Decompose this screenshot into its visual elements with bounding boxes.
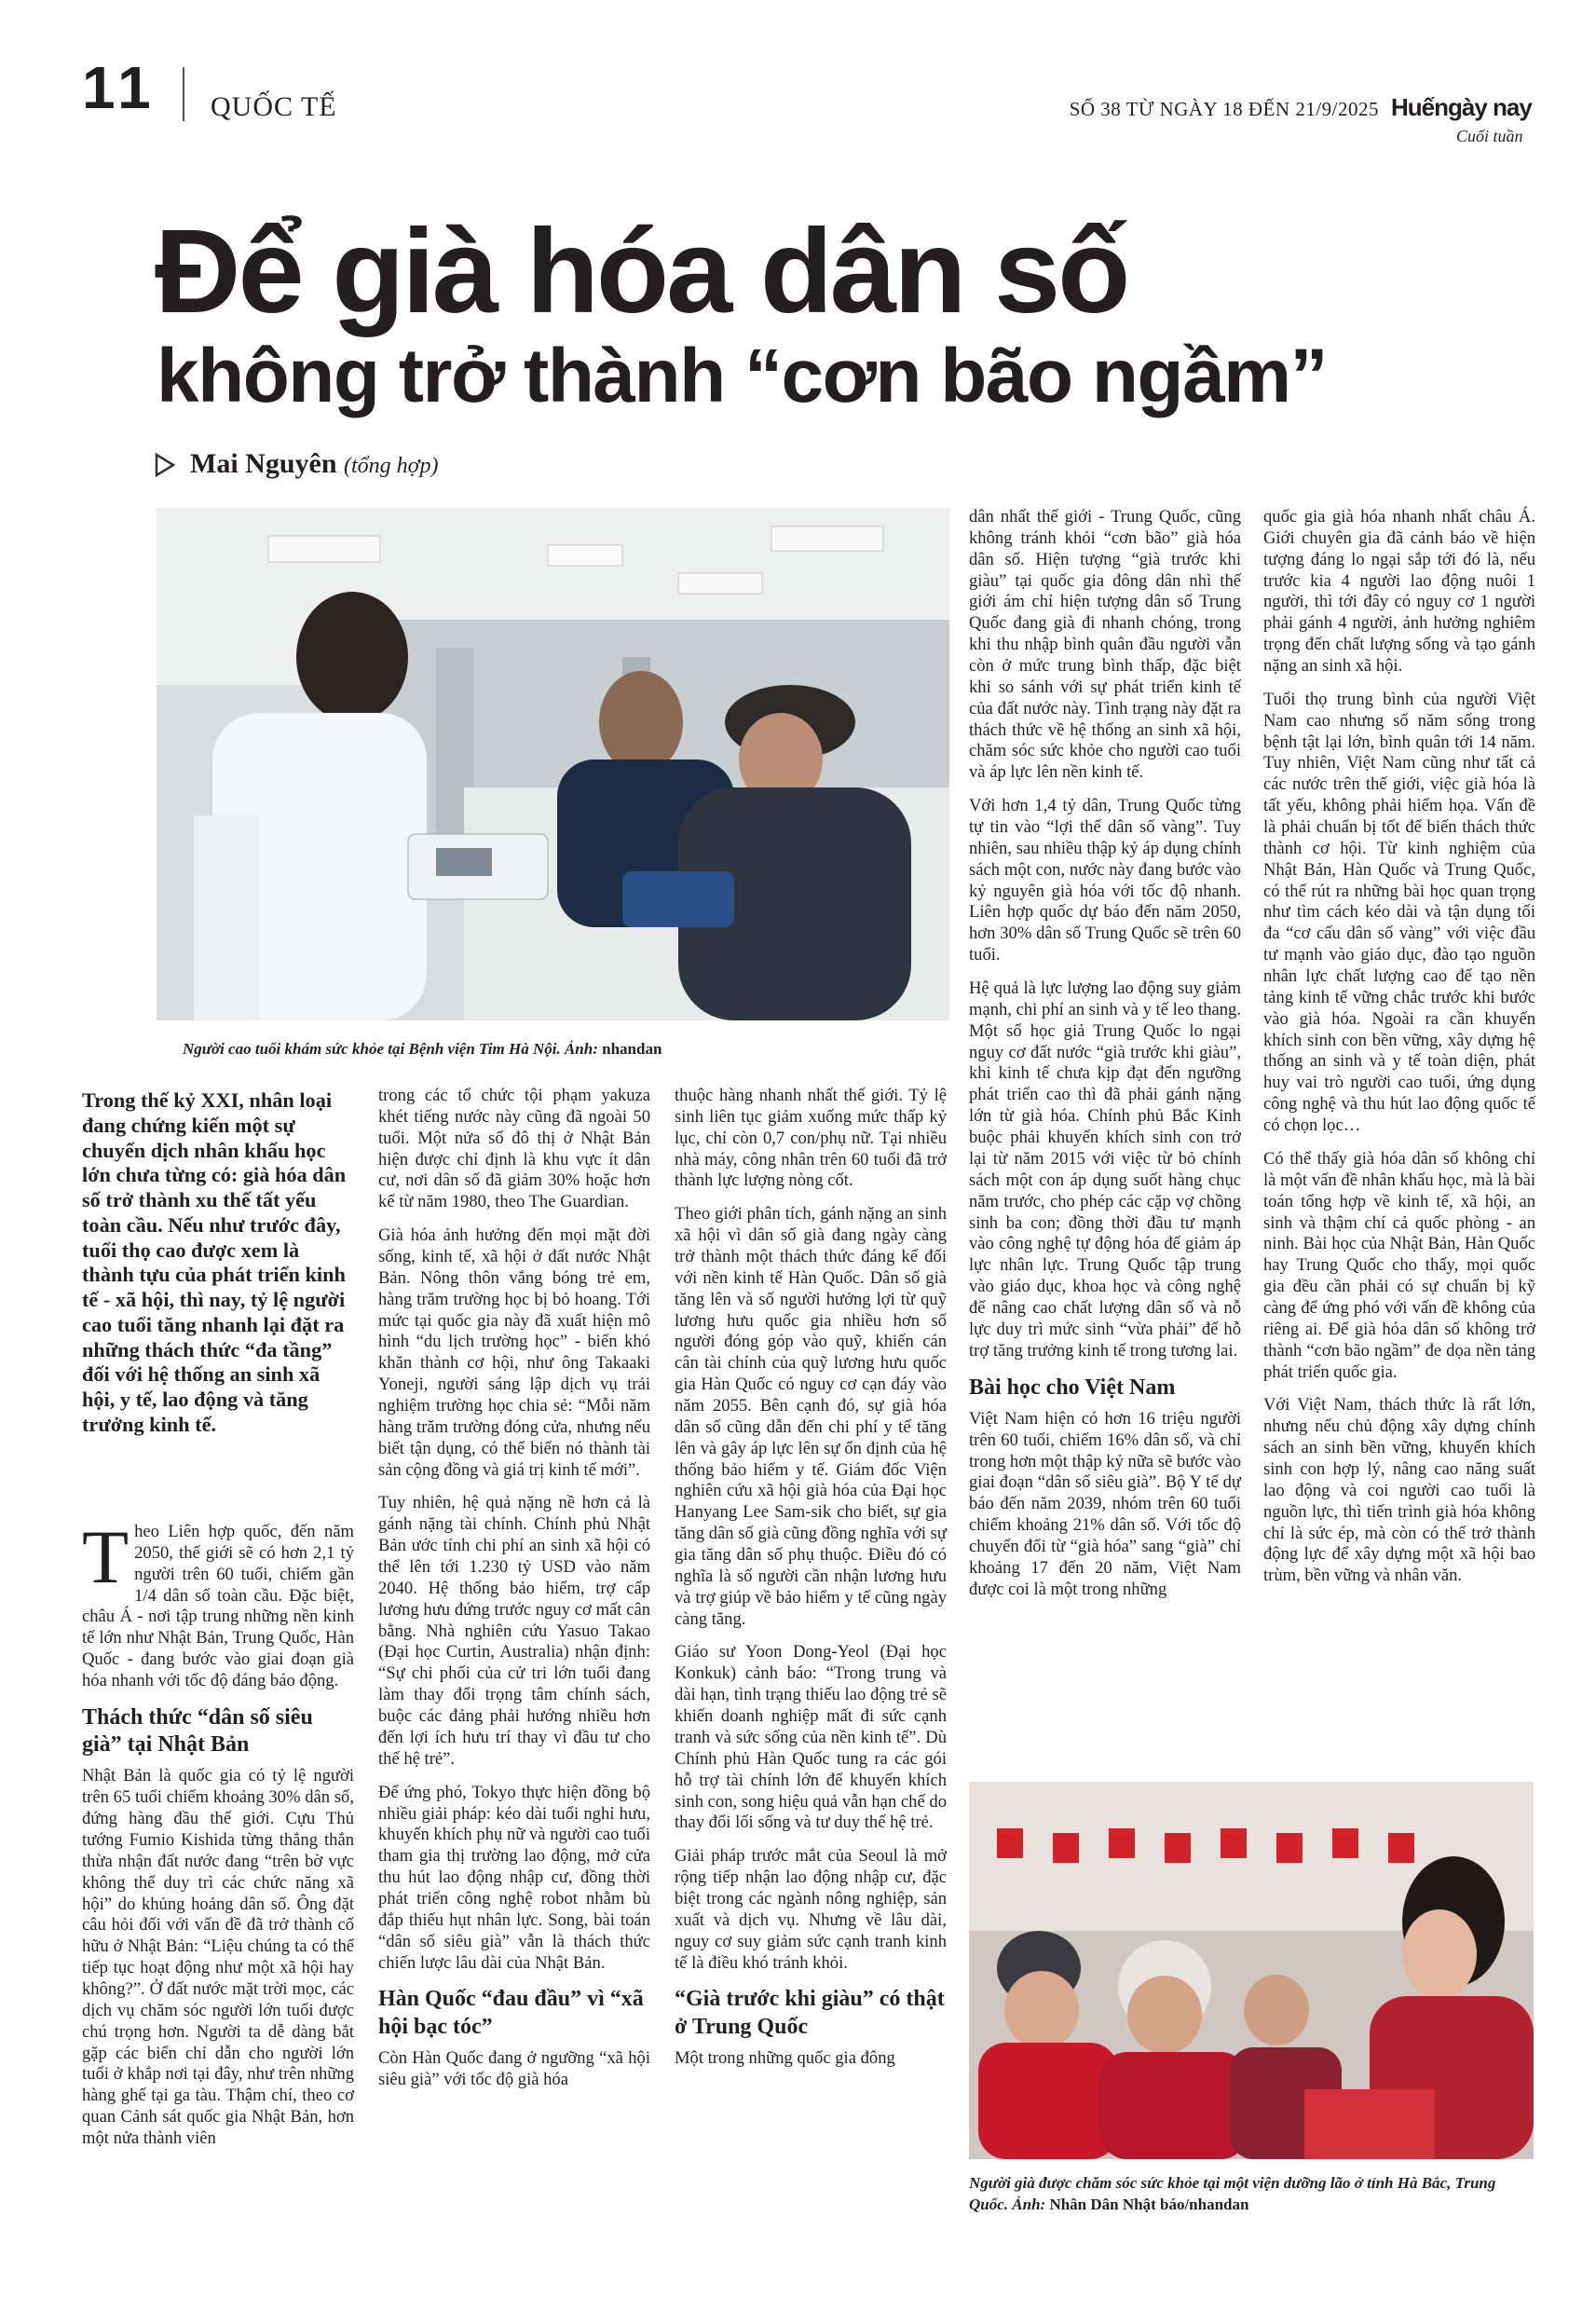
paragraph: thuộc hàng nhanh nhất thế giới. Tỷ lệ sinh liên tục giảm xuống mức thấp kỷ lục, chỉ còn 0,7 con/phụ nữ. Tại nhiều nhà máy, công nhân trên 60 tuổi đã trở thành lực lượng nòng cốt.: [675, 1086, 947, 1191]
logo-sub: Cuối tuần: [1456, 127, 1523, 145]
paragraph: Giải pháp trước mắt của Seoul là mở rộng tiếp nhận lao động nhập cư, đặc biệt trong các ngành nông nghiệp, sản xuất và dịch vụ. Nhưng về lâu dài, nguy cơ suy giảm sức cạnh tranh kinh tế là điều khó tránh khỏi.: [675, 1846, 947, 1973]
text-column-2: [378, 1086, 650, 2103]
paragraph: trong các tổ chức tội phạm yakuza khét tiếng nước này cũng đã ngoài 50 tuổi. Một nửa số đô thị ở Nhật Bản hiện được chỉ định là khu vực ít dân cư, nơi dân số đã giảm 30% hoặc hơn kể từ năm 1980, theo The Guardian.: [378, 1086, 650, 1212]
paragraph: Theo giới phân tích, gánh nặng an sinh xã hội vì dân số già đang ngày càng trở thành một thách thức đáng kể đối với nền kinh tế Hàn Quốc. Dân số già tăng lên và số người hưởng lợi từ quỹ lương hưu quốc gia nhiều hơn số người đóng góp vào quỹ, khiến cán cân tài chính của quỹ lương hưu quốc gia Hàn Quốc có nguy cơ cạn đáy vào năm 2055. Bên cạnh đó, sự già hóa dân số cũng dẫn đến chi phí y tế tăng lên và gây áp lực lên sự ổn định của hệ thống bảo hiểm y tế. Giám đốc Viện nghiên cứu xã hội già hóa của Đại học Hanyang Lee Sam-sik cho biết, sự gia tăng dân số già cũng đồng nghĩa với sự gia tăng dân số phụ thuộc. Điều đó có nghĩa là số người cần nhận lương hưu và trợ giúp về bảo hiểm y tế cũng ngày càng tăng.: [675, 1204, 947, 1629]
photo2-credit: Nhân Dân Nhật báo/nhandan: [1049, 2195, 1249, 2213]
photo1-caption-text: Người cao tuổi khám sức khỏe tại Bệnh viện Tim Hà Nội. Ảnh:: [183, 1040, 598, 1058]
paragraph: Việt Nam hiện có hơn 16 triệu người trên 60 tuổi, chiếm 16% dân số, và chỉ trong hơn một thập kỷ nữa sẽ bước vào giai đoạn “dân số siêu già”. Bộ Y tế dự báo đến năm 2039, nhóm trên 60 tuổi chiếm khoảng 21% dân số. Với tốc độ chuyển đổi từ “già hóa” sang “già” chỉ khoảng 17 đến 20 năm, Việt Nam được coi là một trong những: [969, 1408, 1241, 1599]
hospital-photo-illustration: [157, 508, 949, 1020]
text-column-5: [1263, 507, 1535, 1599]
paragraph: Để ứng phó, Tokyo thực hiện đồng bộ nhiều giải pháp: kéo dài tuổi nghỉ hưu, khuyến khích phụ nữ và người cao tuổi tham gia thị trường lao động, mở cửa thu hút lao động nhập cư, đồng thời phát triển công nghệ robot nhằm bù đắp thiếu hụt nhân lực. Song, bài toán “dân số siêu già” vẫn là thách thức chiến lược lâu dài của Nhật Bản.: [378, 1782, 650, 1973]
newspaper-logo: [1391, 93, 1540, 158]
paragraph: Một trong những quốc gia đông: [675, 2047, 895, 2068]
headline-line-2: không trở thành “cơn bão ngầm”: [157, 334, 1328, 418]
photo2-caption: [969, 2173, 1534, 2216]
page-number: 11: [82, 54, 157, 121]
nursing-home-photo-illustration: [969, 1782, 1534, 2159]
text-column-1: [82, 1514, 354, 2162]
drop-cap: T: [82, 1514, 130, 1599]
paragraph: Nhật Bản là quốc gia có tỷ lệ người trên 65 tuổi chiếm khoảng 30% dân số, đứng hàng đầu thế giới. Cựu Thủ tướng Fumio Kishida từng thẳng thắn thừa nhận đất nước đang “trên bờ vực không thể duy trì các chức năng xã hội” do khủng hoảng dân số. Ông đặt câu hỏi đối với vấn đề đã trở thành cố hữu ở Nhật Bản: “Liệu chúng ta có thể tiếp tục hoạt động như một xã hội hay không?”. Ở đất nước mặt trời mọc, các dịch vụ chăm sóc người lớn tuổi được chú trọng hơn. Người ta dễ dàng bắt gặp các biển chỉ dẫn cho người lớn tuổi ở khắp nơi tại đây, như trên những hàng ghế tại ga tàu. Thậm chí, theo cơ quan Cảnh sát quốc gia Nhật Bản, hơn một nửa thành viên: [82, 1766, 354, 2149]
article-lead: Trong thế kỷ XXI, nhân loại đang chứng kiến một sự chuyển dịch nhân khẩu học lớn chưa từng có: già hóa dân số trở thành xu thế tất yếu toàn cầu. Nếu như trước đây, tuổi thọ cao được xem là thành tựu của phát triển kinh tế - xã hội, thì nay, tỷ lệ người cao tuổi tăng nhanh lại đặt ra những thách thức “đa tầng” đối với hệ thống an sinh xã hội, y tế, lao động và tăng trưởng kinh tế.: [82, 1088, 347, 1436]
paragraph: Còn Hàn Quốc đang ở ngưỡng “xã hội siêu già” với tốc độ già hóa: [378, 2047, 650, 2089]
section-label: QUỐC TẾ: [211, 91, 337, 122]
issue-info: SỐ 38 TỪ NGÀY 18 ĐẾN 21/9/2025: [1069, 98, 1379, 120]
paragraph: Giáo sư Yoon Dong-Yeol (Đại học Konkuk) cảnh báo: “Trong trung và dài hạn, tình trạng thiếu lao động trẻ sẽ khiến doanh nghiệp mất đi sức cạnh tranh và sức sống của nền kinh tế”. Dù Chính phủ Hàn Quốc tung ra các gói hỗ trợ tài chính lớn để khuyến khích sinh con, song hiệu quả vẫn hạn chế do thay đổi lối sống và tư duy thế hệ trẻ.: [675, 1642, 947, 1833]
subheading-japan: Thách thức “dân số siêu già” tại Nhật Bản: [82, 1704, 313, 1758]
text-column-3: [675, 1086, 947, 2082]
header-separator: [183, 67, 184, 121]
play-triangle-icon: [155, 453, 175, 477]
paragraph: dân nhất thế giới - Trung Quốc, cũng không tránh khỏi “cơn bão” già hóa dân số. Hiện tượng “già trước khi giàu” tại quốc gia đông dân nhì thế giới ám chỉ hiện tượng dân số Trung Quốc đang già đi nhanh chóng, trong khi thu nhập bình quân đầu người vẫn còn ở mức trung bình thấp, đặc biệt khi so sánh với sự phát triển kinh tế của đất nước này. Tình trạng này đặt ra thách thức về hệ thống an sinh xã hội, chăm sóc sức khỏe cho người cao tuổi và áp lực lên nền kinh tế.: [969, 507, 1241, 783]
photo1-credit: nhandan: [602, 1040, 662, 1058]
subheading-vietnam: Bài học cho Việt Nam: [969, 1375, 1176, 1400]
paragraph: Theo Liên hợp quốc, đến năm 2050, thế giới sẽ có hơn 2,1 tỷ người trên 60 tuổi, chiếm gần 1/4 dân số toàn cầu. Đặc biệt, châu Á - nơi tập trung những nền kinh tế lớn như Nhật Bản, Trung Quốc, Hàn Quốc - đang bước vào giai đoạn già hóa nhanh với tốc độ đáng báo động.: [82, 1514, 354, 1691]
logo-main: Huếngày nay: [1391, 93, 1532, 121]
paragraph: Có thể thấy già hóa dân số không chỉ là một vấn đề nhân khẩu học, mà là bài toán tổng hợp về kinh tế, xã hội, an sinh và thậm chí cả quốc phòng - an ninh. Bài học của Nhật Bản, Hàn Quốc hay Trung Quốc cho thấy, mọi quốc gia đều cần phải có sự chuẩn bị kỹ càng để ứng phó với vấn đề không của riêng ai. Để già hóa dân số không trở thành “cơn bão ngầm” đe dọa nền tảng phát triển quốc gia.: [1263, 1148, 1535, 1382]
paragraph: Tuy nhiên, hệ quả nặng nề hơn cả là gánh nặng tài chính. Chính phủ Nhật Bản ước tính chi phí an sinh xã hội có thể lên tới 1.230 tỷ USD vào năm 2040. Hệ thống bảo hiểm, trợ cấp lương hưu đứng trước nguy cơ mất cân bằng. Nhà nghiên cứu Yasuo Takao (Đại học Curtin, Australia) nhận định: “Sự chi phối của cử tri lớn tuổi đang làm thay đổi trọng tâm chính sách, buộc các đảng phải hướng nhiều hơn đến lợi ích hưu trí thay vì đầu tư cho thế hệ trẻ”.: [378, 1493, 650, 1769]
headline-line-1: Để già hóa dân số: [155, 205, 1128, 338]
paragraph: quốc gia già hóa nhanh nhất châu Á. Giới chuyên gia đã cảnh báo về hiện tượng đáng lo ngại sắp tới đó là, nếu trước kia 4 người lao động nuôi 1 người, thì tới đây có nguy cơ 1 người phải gánh 4 người, ảnh hưởng nghiêm trọng đến chất lượng sống và tạo gánh nặng an sinh xã hội.: [1263, 507, 1535, 677]
paragraph: Hệ quả là lực lượng lao động suy giảm mạnh, chi phí an sinh và y tế leo thang. Một số học giả Trung Quốc lo ngại nguy cơ đất nước “già trước khi giàu”, khi kinh tế chưa kịp đạt đến ngưỡng phát triển cao thì đã phải gánh nặng lớn từ già hóa. Chính phủ Bắc Kinh buộc phải khuyến khích sinh con trở lại từ năm 2015 với việc từ bỏ chính sách một con áp dụng suốt hàng chục năm trước, cho phép các cặp vợ chồng sinh ba con; đồng thời đầu tư mạnh vào công nghệ tự động hóa để giảm áp lực nhân lực. Trung Quốc tập trung vào giáo dục, khoa học và công nghệ để nâng cao chất lượng dân số và nỗ lực duy trì mức sinh “vừa phải” để hỗ trợ tăng trưởng kinh tế trong tương lai.: [969, 978, 1241, 1361]
author-note: (tổng hợp): [344, 454, 439, 478]
subheading-china: “Già trước khi giàu” có thật ở Trung Quốc: [675, 1987, 945, 2039]
photo2-caption-text: Người già được chăm sóc sức khỏe tại một viện dưỡng lão ở tỉnh Hà Bắc, Trung Quốc. Ảnh:: [969, 2174, 1496, 2213]
hospital-photo: [157, 508, 949, 1020]
subheading-korea: Hàn Quốc “đau đầu” vì “xã hội bạc tóc”: [378, 1987, 644, 2039]
paragraph: Với Việt Nam, thách thức là rất lớn, nhưng nếu chủ động xây dựng chính sách an sinh bền vững, khuyến khích sinh con hợp lý, nâng cao năng suất lao động và coi người cao tuổi là nguồn lực, thì tiến trình già hóa không chỉ là sức ép, mà còn có thể trở thành động lực để xây dựng một xã hội bao trùm, bền vững và nhân văn.: [1263, 1395, 1535, 1586]
paragraph: Già hóa ảnh hưởng đến mọi mặt đời sống, kinh tế, xã hội ở đất nước Nhật Bản. Nông thôn vắng bóng trẻ em, hàng trăm trường học bị bỏ hoang. Tới mức tại quốc gia này đã xuất hiện mô hình “du lịch trường học” - biến khó khăn thành cơ hội, như ông Takaaki Yoneji, người sáng lập dịch vụ trải nghiệm trường học chia sẻ: “Mỗi năm hàng trăm trường đóng cửa, nhưng nếu biết tận dụng, có thể biến nó thành tài sản cộng đồng và giá trị kinh tế mới”.: [378, 1225, 650, 1480]
paragraph: Tuổi thọ trung bình của người Việt Nam cao nhưng số năm sống trong bệnh tật lại lớn, bình quân tới 14 năm. Tuy nhiên, Việt Nam cũng như tất cả các nước trên thế giới, việc già hóa là tất yếu, không phải hiểm họa. Vấn đề là phải chuẩn bị tốt để biến thách thức thành cơ hội. Từ kinh nghiệm của Nhật Bản, Hàn Quốc và Trung Quốc, có thể rút ra những bài học quan trọng như tìm cách kéo dài và tận dụng tối đa “cơ cấu dân số vàng” với việc đầu tư mạnh vào giáo dục, đào tạo nguồn nhân lực chất lượng cao để tạo nền tảng kinh tế vững chắc trước khi bước vào già hóa. Ngoài ra cần khuyến khích sinh con bền vững, xây dựng hệ thống an sinh và y tế toàn diện, phát huy vai trò người cao tuổi, ứng dụng công nghệ và thu hút lao động quốc tế có chọn lọc…: [1263, 689, 1535, 1136]
paragraph: Với hơn 1,4 tỷ dân, Trung Quốc từng tự tin vào “lợi thế dân số vàng”. Tuy nhiên, sau nhiều thập kỷ áp dụng chính sách một con, nước này đang bước vào kỷ nguyên già hóa với tốc độ nhanh. Liên hợp quốc dự báo đến năm 2050, hơn 30% dân số Trung Quốc sẽ trên 60 tuổi.: [969, 796, 1241, 965]
photo1-caption: [183, 1039, 947, 1060]
author-name: Mai Nguyên: [190, 448, 337, 479]
nursing-home-photo: [969, 1782, 1534, 2159]
text-column-4: [969, 507, 1241, 1613]
byline: [190, 448, 438, 480]
